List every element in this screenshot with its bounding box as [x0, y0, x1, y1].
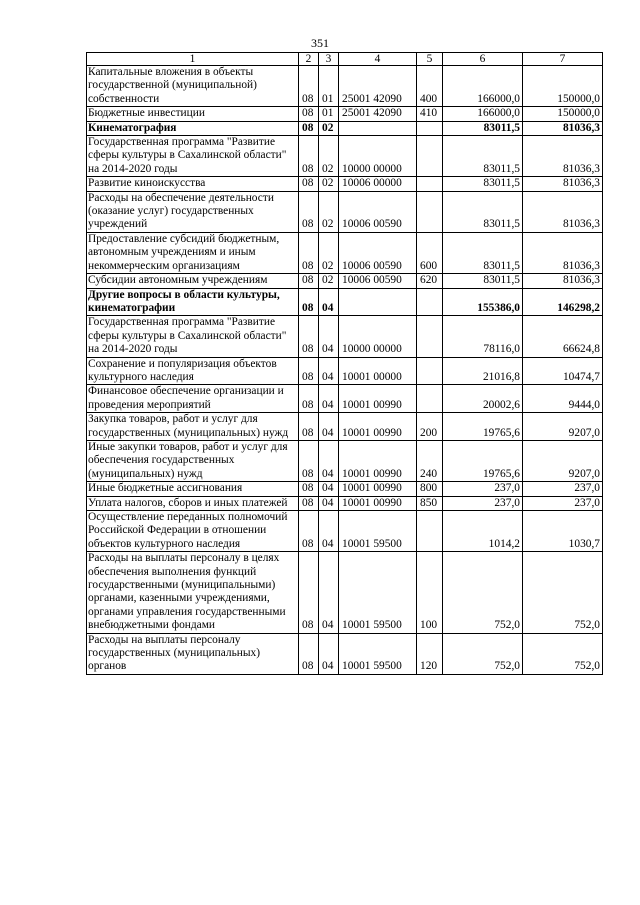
amount-col7-cell: 66624,8	[523, 316, 603, 357]
table-row	[87, 496, 603, 510]
column-header: 7	[523, 53, 603, 66]
subsection-code-cell: 02	[319, 177, 339, 191]
table-body	[87, 53, 603, 675]
table-row	[87, 107, 603, 121]
amount-col7-cell: 81036,3	[523, 121, 603, 135]
target-article-cell: 10001 00990	[339, 413, 417, 441]
column-header: 1	[87, 53, 299, 66]
amount-col6-cell: 83011,5	[443, 136, 523, 177]
amount-col7-cell: 9444,0	[523, 385, 603, 413]
amount-col6-cell: 20002,6	[443, 385, 523, 413]
table-row	[87, 316, 603, 357]
row-name-cell: Расходы на обеспечение деятельности (оказание услуг) государственных учреждений	[87, 191, 299, 232]
target-article-cell: 10001 59500	[339, 633, 417, 674]
expense-type-cell	[417, 357, 443, 385]
expense-type-cell	[417, 191, 443, 232]
section-code-cell: 08	[299, 357, 319, 385]
amount-col7-cell: 146298,2	[523, 288, 603, 316]
page-number: 351	[311, 36, 329, 50]
subsection-code-cell: 04	[319, 496, 339, 510]
row-name-cell: Осуществление переданных полномочий Российской Федерации в отношении объектов культурного наследия	[87, 511, 299, 552]
amount-col6-cell: 83011,5	[443, 177, 523, 191]
section-code-cell: 08	[299, 511, 319, 552]
amount-col7-cell: 237,0	[523, 482, 603, 496]
table-row	[87, 357, 603, 385]
table-row	[87, 385, 603, 413]
amount-col7-cell: 81036,3	[523, 274, 603, 288]
amount-col7-cell: 81036,3	[523, 177, 603, 191]
row-name-cell: Капитальные вложения в объекты государственной (муниципальной) собственности	[87, 66, 299, 107]
amount-col6-cell: 237,0	[443, 496, 523, 510]
target-article-cell	[339, 288, 417, 316]
section-code-cell: 08	[299, 496, 319, 510]
subsection-code-cell: 02	[319, 136, 339, 177]
amount-col6-cell: 19765,6	[443, 413, 523, 441]
amount-col7-cell: 752,0	[523, 552, 603, 633]
expense-type-cell: 120	[417, 633, 443, 674]
target-article-cell: 25001 42090	[339, 107, 417, 121]
subsection-code-cell: 04	[319, 385, 339, 413]
table-row	[87, 177, 603, 191]
target-article-cell	[339, 121, 417, 135]
amount-col6-cell: 752,0	[443, 552, 523, 633]
expense-type-cell	[417, 136, 443, 177]
row-name-cell: Уплата налогов, сборов и иных платежей	[87, 496, 299, 510]
target-article-cell: 10001 00990	[339, 496, 417, 510]
section-code-cell: 08	[299, 288, 319, 316]
subsection-code-cell: 01	[319, 66, 339, 107]
section-code-cell: 08	[299, 552, 319, 633]
subsection-code-cell: 04	[319, 413, 339, 441]
amount-col7-cell: 1030,7	[523, 511, 603, 552]
amount-col7-cell: 150000,0	[523, 107, 603, 121]
target-article-cell: 10006 00000	[339, 177, 417, 191]
target-article-cell: 10006 00590	[339, 191, 417, 232]
expense-type-cell	[417, 511, 443, 552]
amount-col6-cell: 83011,5	[443, 121, 523, 135]
subsection-code-cell: 02	[319, 191, 339, 232]
amount-col6-cell: 237,0	[443, 482, 523, 496]
row-name-cell: Развитие киноискусства	[87, 177, 299, 191]
subsection-code-cell: 04	[319, 552, 339, 633]
expense-type-cell	[417, 121, 443, 135]
column-header: 5	[417, 53, 443, 66]
row-name-cell: Иные закупки товаров, работ и услуг для обеспечения государственных (муниципальных) нужд	[87, 440, 299, 481]
subsection-code-cell: 02	[319, 232, 339, 273]
subsection-code-cell: 04	[319, 316, 339, 357]
section-code-cell: 08	[299, 177, 319, 191]
amount-col6-cell: 166000,0	[443, 107, 523, 121]
target-article-cell: 10001 59500	[339, 511, 417, 552]
amount-col7-cell: 9207,0	[523, 413, 603, 441]
expense-type-cell: 100	[417, 552, 443, 633]
table-row	[87, 633, 603, 674]
amount-col6-cell: 83011,5	[443, 232, 523, 273]
row-name-cell: Государственная программа "Развитие сферы культуры в Сахалинской области" на 2014-2020 годы	[87, 136, 299, 177]
target-article-cell: 10001 00000	[339, 357, 417, 385]
column-header: 2	[299, 53, 319, 66]
expense-type-cell: 600	[417, 232, 443, 273]
amount-col7-cell: 237,0	[523, 496, 603, 510]
table-row	[87, 552, 603, 633]
column-header: 3	[319, 53, 339, 66]
subsection-code-cell: 04	[319, 288, 339, 316]
section-code-cell: 08	[299, 191, 319, 232]
row-name-cell: Кинематография	[87, 121, 299, 135]
section-code-cell: 08	[299, 440, 319, 481]
expense-type-cell: 240	[417, 440, 443, 481]
target-article-cell: 10001 00990	[339, 482, 417, 496]
amount-col6-cell: 166000,0	[443, 66, 523, 107]
budget-table	[86, 52, 603, 675]
expense-type-cell: 410	[417, 107, 443, 121]
row-name-cell: Другие вопросы в области культуры, кинематографии	[87, 288, 299, 316]
section-code-cell: 08	[299, 482, 319, 496]
expense-type-cell: 800	[417, 482, 443, 496]
section-code-cell: 08	[299, 232, 319, 273]
amount-col6-cell: 1014,2	[443, 511, 523, 552]
table-row	[87, 440, 603, 481]
expense-type-cell	[417, 177, 443, 191]
target-article-cell: 10000 00000	[339, 136, 417, 177]
amount-col6-cell: 19765,6	[443, 440, 523, 481]
table-row	[87, 136, 603, 177]
expense-type-cell: 620	[417, 274, 443, 288]
section-code-cell: 08	[299, 136, 319, 177]
amount-col6-cell: 83011,5	[443, 274, 523, 288]
expense-type-cell: 200	[417, 413, 443, 441]
expense-type-cell: 400	[417, 66, 443, 107]
subsection-code-cell: 04	[319, 511, 339, 552]
row-name-cell: Расходы на выплаты персоналу в целях обеспечения выполнения функций государственными (муниципальными) органами, казенными учреждениями, органами управления государственными внебюджетными фондами	[87, 552, 299, 633]
amount-col6-cell: 78116,0	[443, 316, 523, 357]
amount-col7-cell: 752,0	[523, 633, 603, 674]
amount-col7-cell: 9207,0	[523, 440, 603, 481]
amount-col7-cell: 10474,7	[523, 357, 603, 385]
row-name-cell: Закупка товаров, работ и услуг для государственных (муниципальных) нужд	[87, 413, 299, 441]
expense-type-cell	[417, 288, 443, 316]
table-row	[87, 66, 603, 107]
expense-type-cell: 850	[417, 496, 443, 510]
amount-col6-cell: 155386,0	[443, 288, 523, 316]
target-article-cell: 10001 59500	[339, 552, 417, 633]
amount-col7-cell: 81036,3	[523, 232, 603, 273]
table-row	[87, 191, 603, 232]
target-article-cell: 10000 00000	[339, 316, 417, 357]
column-header: 6	[443, 53, 523, 66]
amount-col6-cell: 21016,8	[443, 357, 523, 385]
table-row	[87, 288, 603, 316]
amount-col6-cell: 752,0	[443, 633, 523, 674]
section-code-cell: 08	[299, 413, 319, 441]
row-name-cell: Иные бюджетные ассигнования	[87, 482, 299, 496]
column-header: 4	[339, 53, 417, 66]
amount-col7-cell: 81036,3	[523, 191, 603, 232]
subsection-code-cell: 04	[319, 633, 339, 674]
table-row	[87, 121, 603, 135]
table-row	[87, 511, 603, 552]
target-article-cell: 25001 42090	[339, 66, 417, 107]
subsection-code-cell: 04	[319, 357, 339, 385]
section-code-cell: 08	[299, 107, 319, 121]
row-name-cell: Государственная программа "Развитие сферы культуры в Сахалинской области" на 2014-2020 годы	[87, 316, 299, 357]
subsection-code-cell: 02	[319, 274, 339, 288]
target-article-cell: 10006 00590	[339, 232, 417, 273]
row-name-cell: Финансовое обеспечение организации и проведения мероприятий	[87, 385, 299, 413]
section-code-cell: 08	[299, 66, 319, 107]
subsection-code-cell: 04	[319, 440, 339, 481]
row-name-cell: Субсидии автономным учреждениям	[87, 274, 299, 288]
target-article-cell: 10006 00590	[339, 274, 417, 288]
target-article-cell: 10001 00990	[339, 440, 417, 481]
row-name-cell: Сохранение и популяризация объектов культурного наследия	[87, 357, 299, 385]
subsection-code-cell: 04	[319, 482, 339, 496]
expense-type-cell	[417, 316, 443, 357]
section-code-cell: 08	[299, 385, 319, 413]
table-row	[87, 413, 603, 441]
row-name-cell: Расходы на выплаты персоналу государственных (муниципальных) органов	[87, 633, 299, 674]
row-name-cell: Бюджетные инвестиции	[87, 107, 299, 121]
section-code-cell: 08	[299, 316, 319, 357]
expense-type-cell	[417, 385, 443, 413]
table-row	[87, 482, 603, 496]
row-name-cell: Предоставление субсидий бюджетным, автономным учреждениям и иным некоммерческим организациям	[87, 232, 299, 273]
amount-col6-cell: 83011,5	[443, 191, 523, 232]
target-article-cell: 10001 00990	[339, 385, 417, 413]
subsection-code-cell: 01	[319, 107, 339, 121]
header-row	[87, 53, 603, 66]
amount-col7-cell: 150000,0	[523, 66, 603, 107]
section-code-cell: 08	[299, 274, 319, 288]
table-row	[87, 274, 603, 288]
subsection-code-cell: 02	[319, 121, 339, 135]
table-row	[87, 232, 603, 273]
amount-col7-cell: 81036,3	[523, 136, 603, 177]
section-code-cell: 08	[299, 633, 319, 674]
section-code-cell: 08	[299, 121, 319, 135]
